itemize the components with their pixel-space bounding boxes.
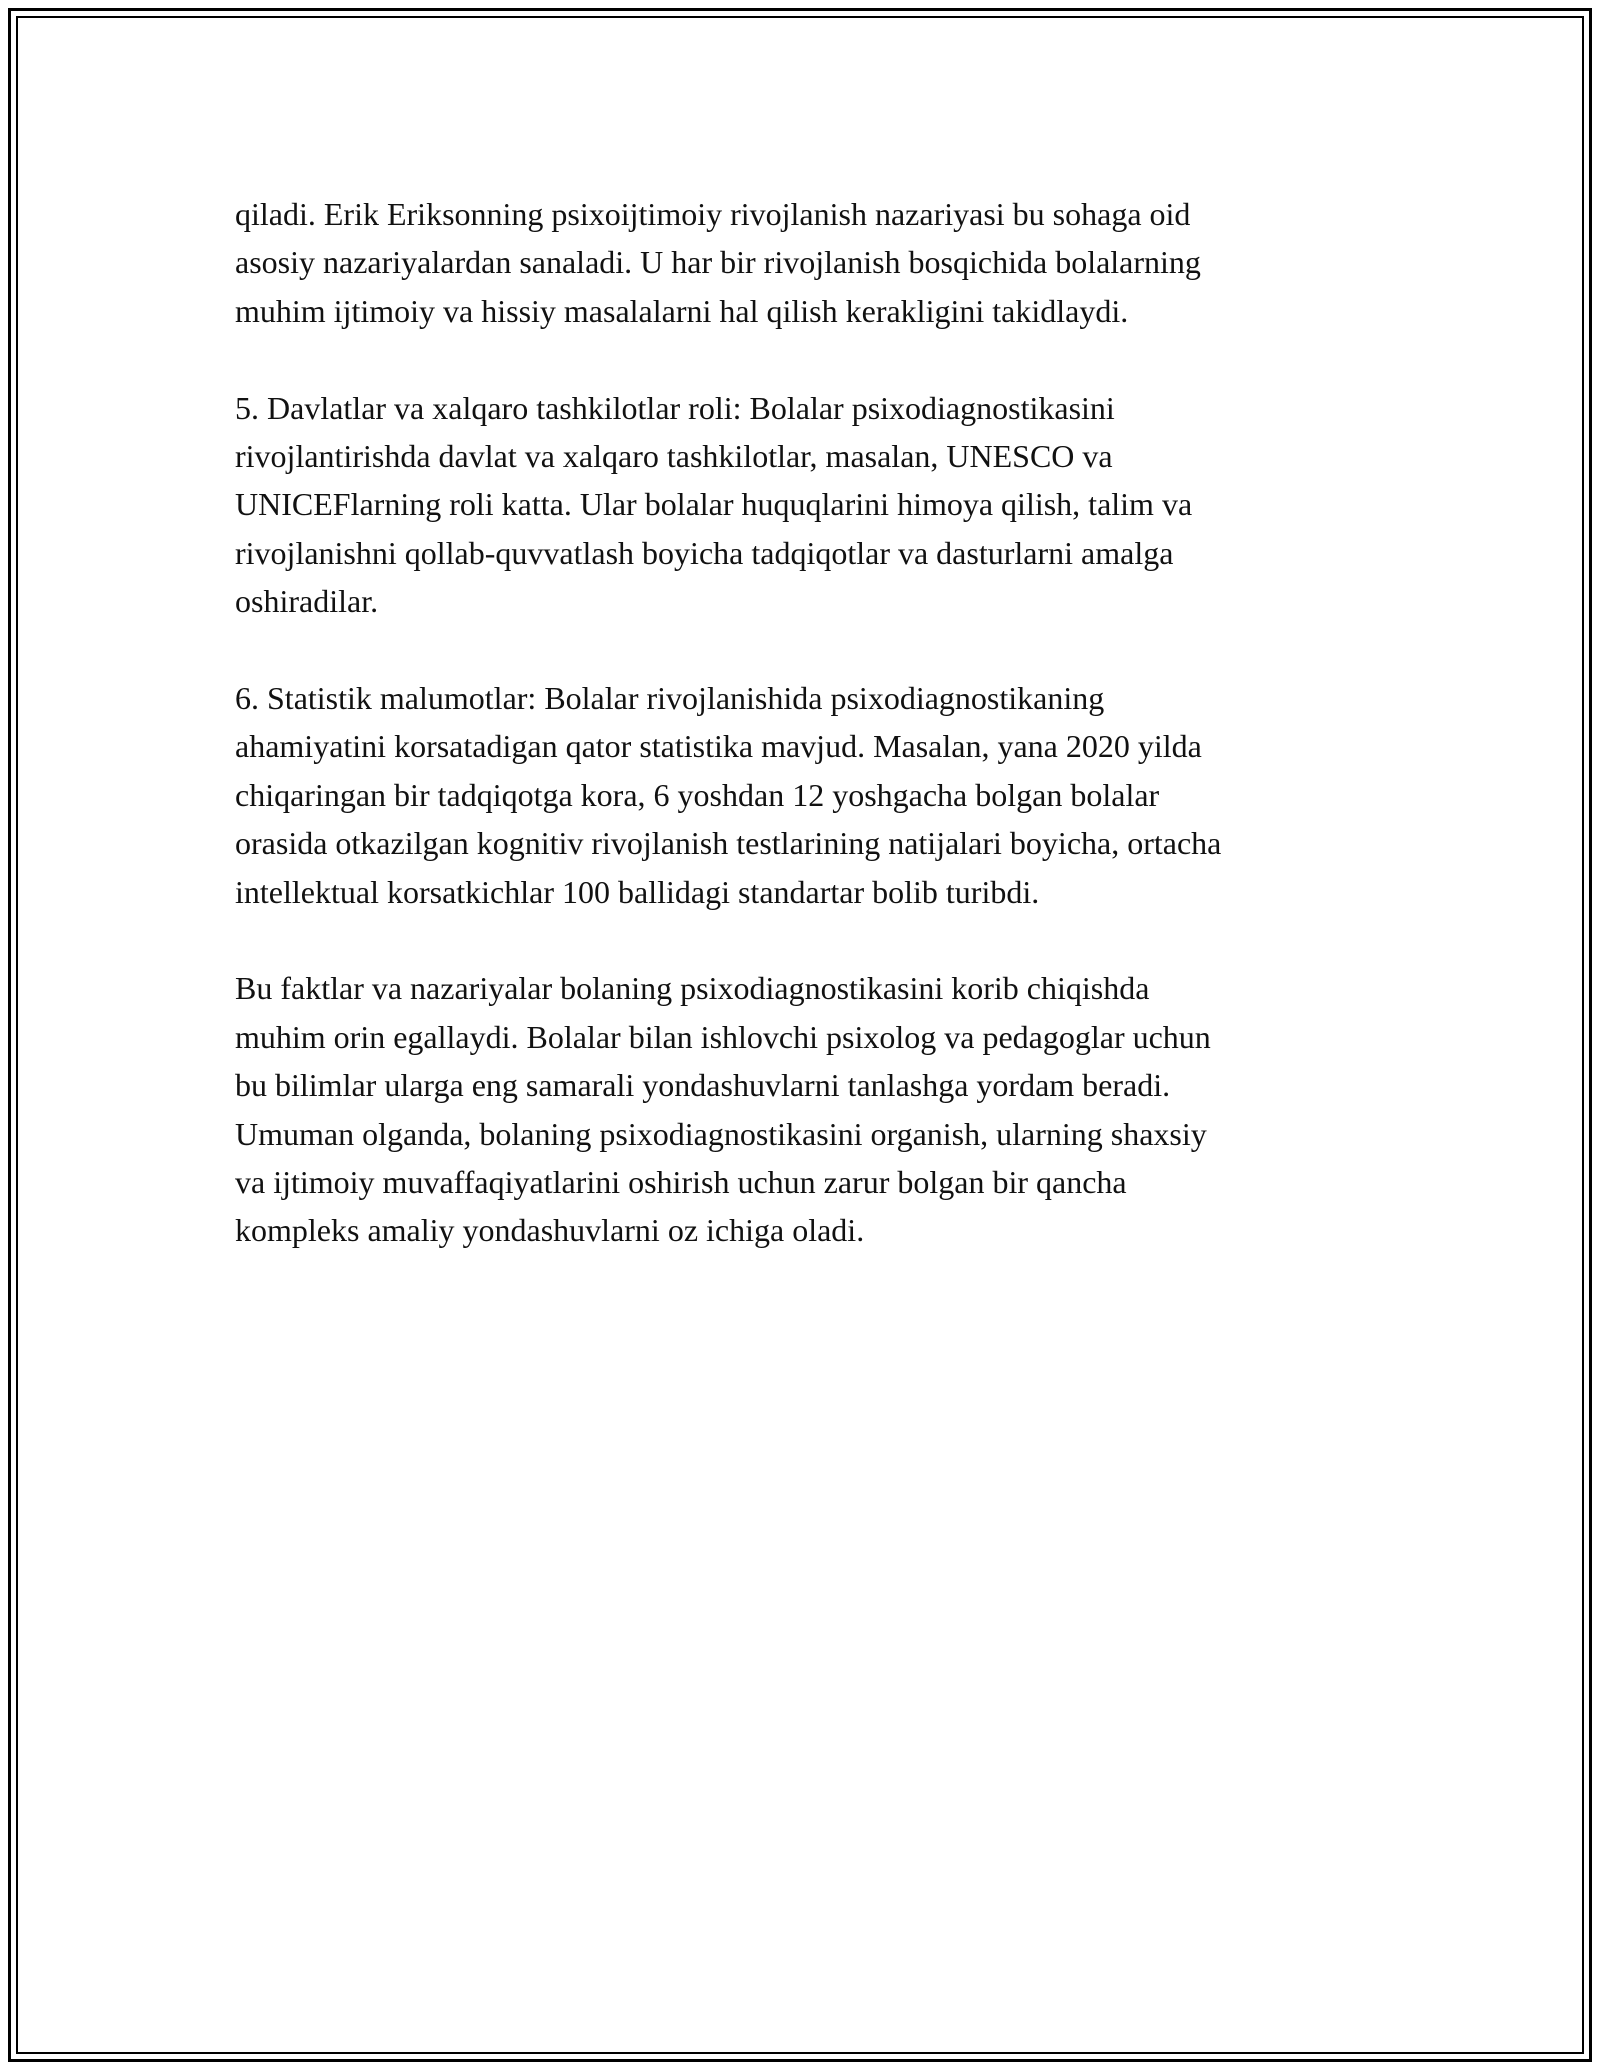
text-line: muhim ijtimoiy va hissiy masalalarni hal qilish kerakligini takidlaydi. [235,292,1129,329]
document-body [235,190,1395,1303]
text-line: intellektual korsatkichlar 100 ballidagi standartar bolib turibdi. [235,873,1040,910]
text-line: asosiy nazariyalardan sanaladi. U har bir rivojlanish bosqichida bolalarning [235,244,1201,281]
text-line: 5. Davlatlar va xalqaro tashkilotlar roli: Bolalar psixodiagnostikasini [235,389,1115,426]
text-line: chiqaringan bir tadqiqotga kora, 6 yoshdan 12 yoshgacha bolgan bolalar [235,776,1160,813]
text-line: muhim orin egallaydi. Bolalar bilan ishlovchi psixolog va pedagoglar uchun [235,1018,1211,1055]
text-line: oshiradilar. [235,583,379,620]
text-line: UNICEFlarning roli katta. Ular bolalar huquqlarini himoya qilish, talim va [235,486,1193,523]
text-line: rivojlanishni qollab-quvvatlash boyicha tadqiqotlar va dasturlarni amalga [235,534,1174,571]
text-line: orasida otkazilgan kognitiv rivojlanish testlarining natijalari boyicha, ortacha [235,825,1222,862]
paragraph-erikson [235,190,1395,335]
text-line: rivojlantirishda davlat va xalqaro tashkilotlar, masalan, UNESCO va [235,438,1113,475]
text-line: qiladi. Erik Eriksonning psixoijtimoiy rivojlanish nazariyasi bu sohaga oid [235,196,1191,232]
paragraph-organizations [235,384,1395,626]
text-line: bu bilimlar ularga eng samarali yondashuvlarni tanlashga yordam beradi. [235,1067,1171,1104]
text-line: 6. Statistik malumotlar: Bolalar rivojlanishida psixodiagnostikaning [235,680,1105,717]
text-line: Bu faktlar va nazariyalar bolaning psixodiagnostikasini korib chiqishda [235,970,1150,1007]
text-line: ahamiyatini korsatadigan qator statistika mavjud. Masalan, yana 2020 yilda [235,728,1202,765]
text-line: Umuman olganda, bolaning psixodiagnostikasini organish, ularning shaxsiy [235,1115,1207,1152]
paragraph-conclusion [235,964,1395,1254]
paragraph-statistics [235,674,1395,916]
text-line: va ijtimoiy muvaffaqiyatlarini oshirish uchun zarur bolgan bir qancha [235,1164,1127,1201]
text-line: kompleks amaliy yondashuvlarni oz ichiga oladi. [235,1212,865,1249]
